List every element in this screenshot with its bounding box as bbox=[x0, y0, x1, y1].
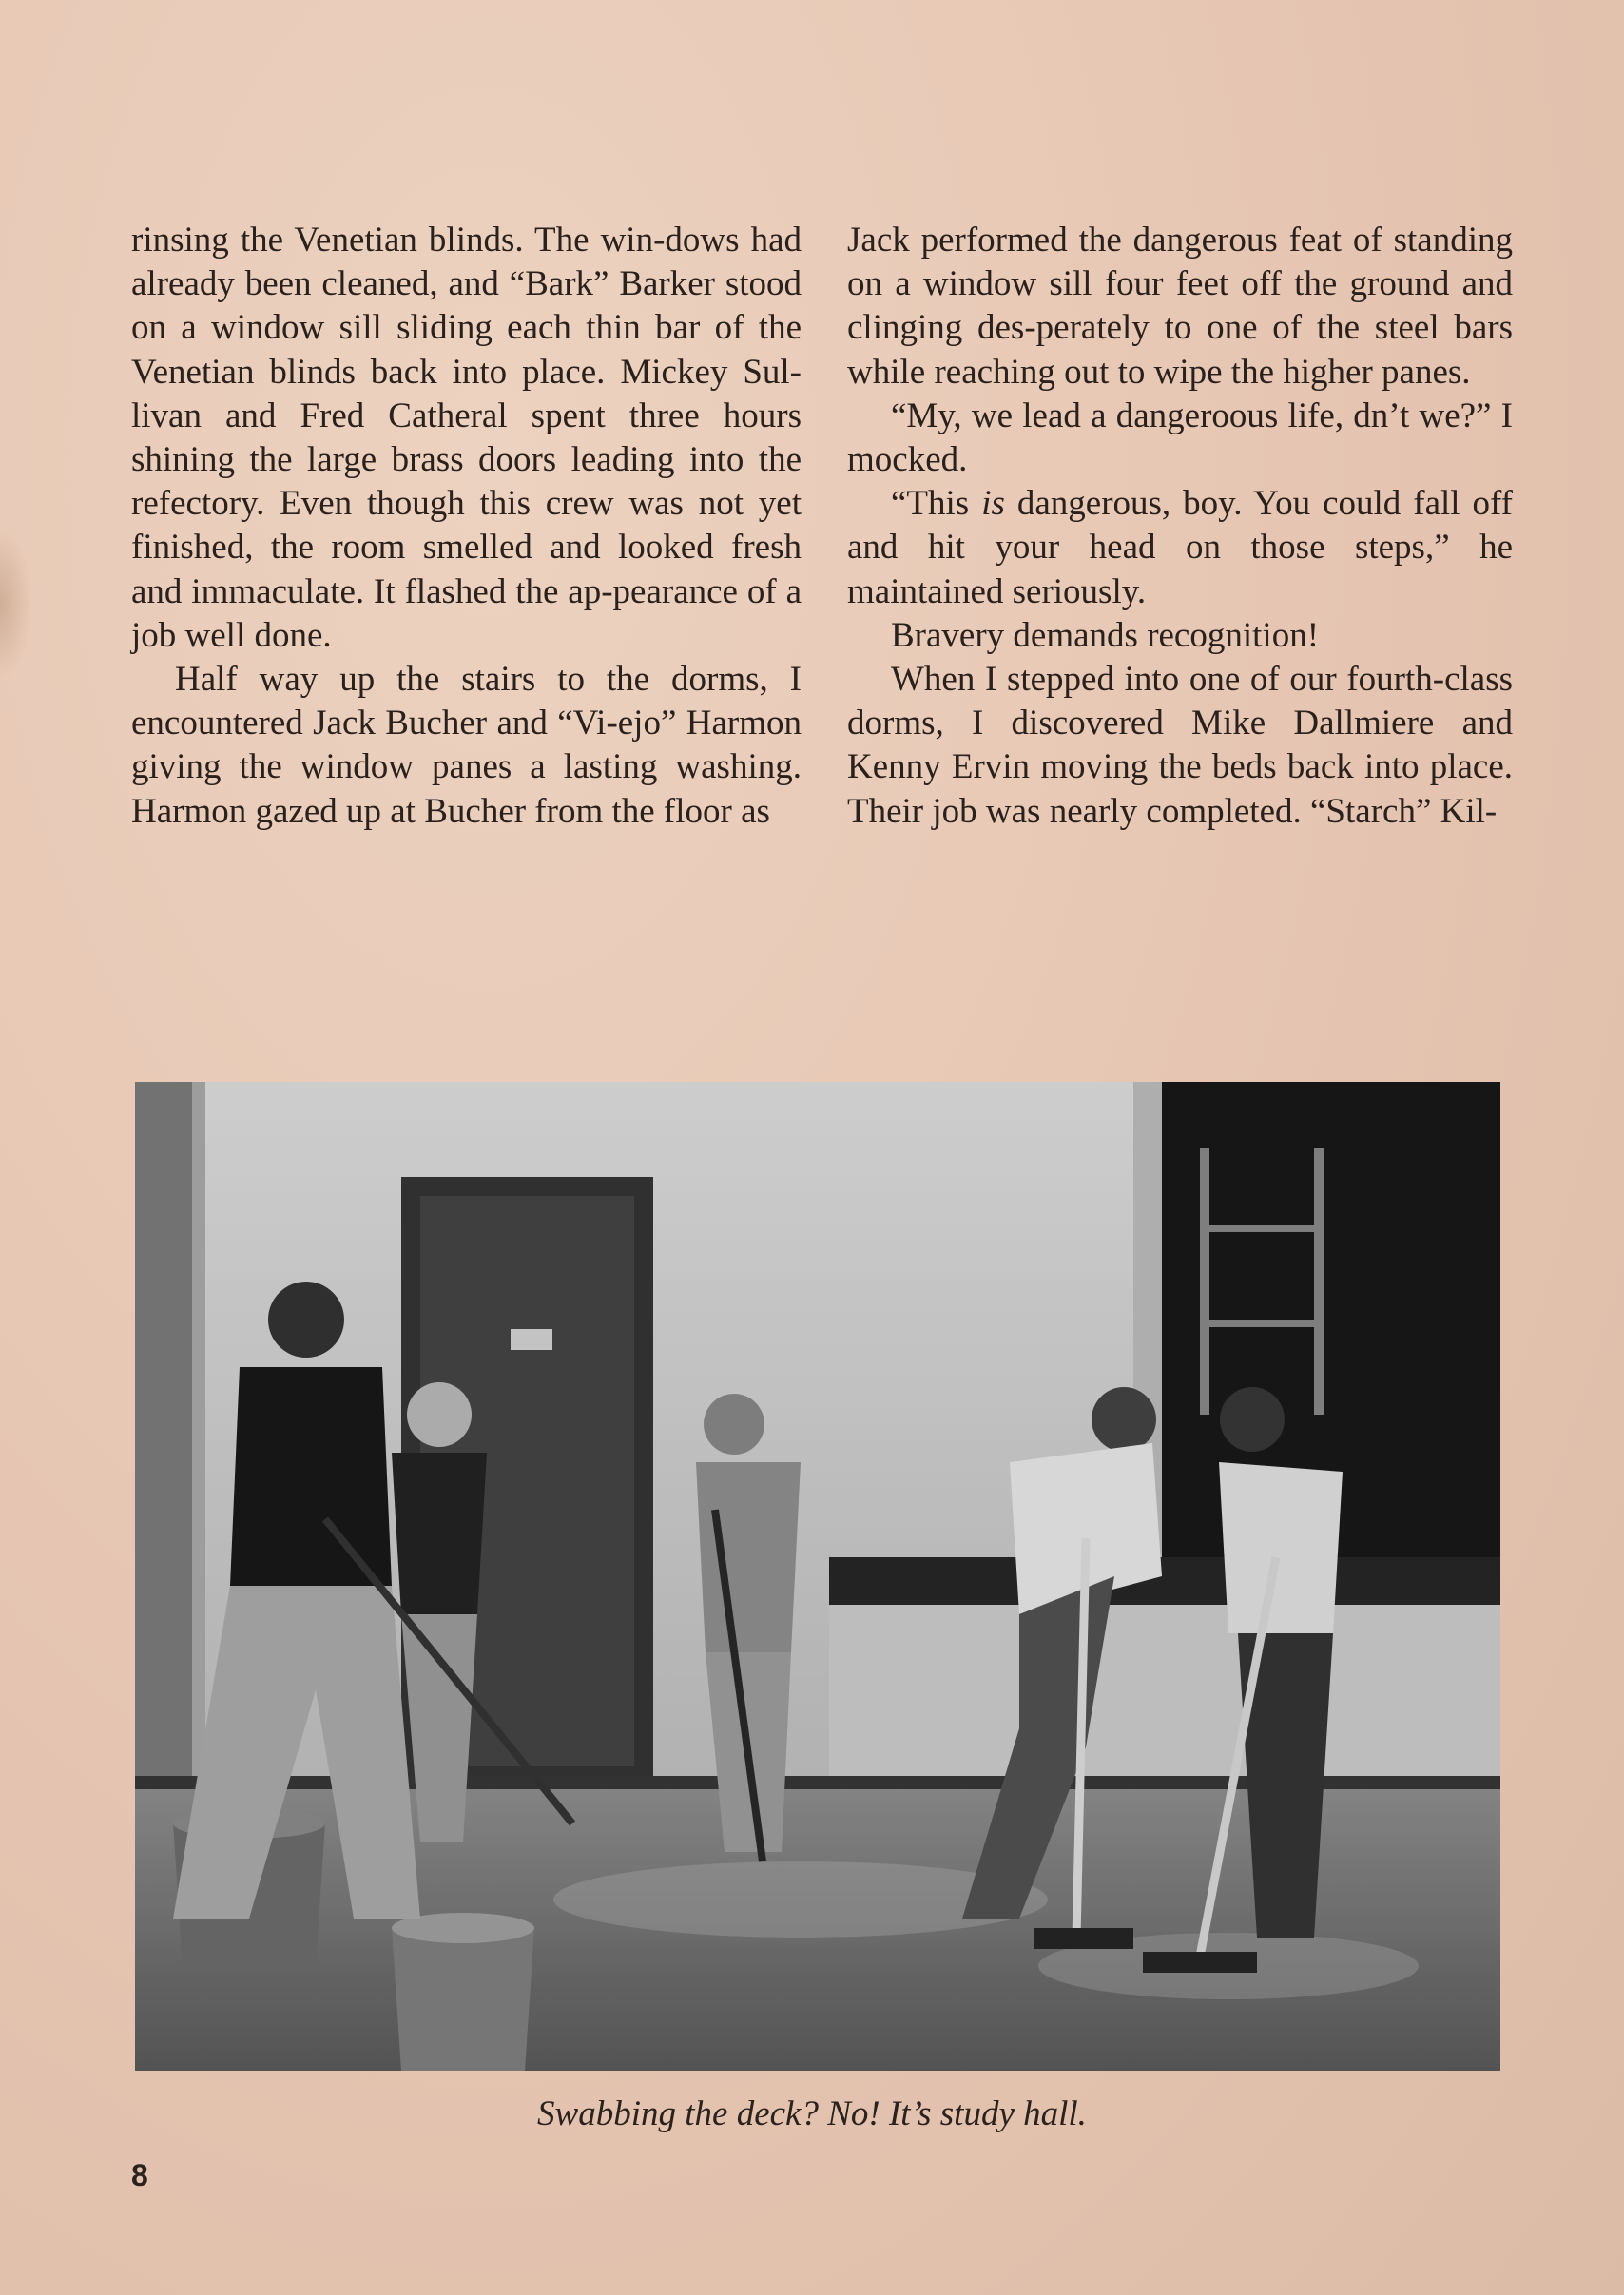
left-paragraph-2: Half way up the stairs to the dorms, I encountered Jack Bucher and “Vi-ejo” Harmon giving the window panes a lasting washing. Harmon gazed up at Bucher from the floor as bbox=[131, 660, 802, 831]
article-right-column bbox=[847, 219, 1513, 834]
right-paragraph-3-start: “This bbox=[891, 484, 982, 524]
emphasis-word: is bbox=[981, 484, 1005, 524]
right-paragraph-3 bbox=[847, 482, 1513, 614]
article-left-column bbox=[131, 219, 802, 834]
right-paragraph-1: Jack performed the dangerous feat of standing on a window sill four feet off the ground and clinging des-perately to one of the steel bars while reaching out to wipe the higher panes. bbox=[847, 221, 1513, 392]
right-paragraph-5: When I stepped into one of our fourth-class dorms, I discovered Mike Dallmiere and Kenny Ervin moving the beds back into place. Their job was nearly completed. “Starch” Kil- bbox=[847, 660, 1513, 831]
page-number: 8 bbox=[131, 2158, 148, 2192]
photo-illustration bbox=[135, 1082, 1500, 2071]
right-paragraph-3-end: dangerous, boy. You could fall off and hit your head on those steps,” he maintained seriously. bbox=[847, 484, 1513, 611]
study-hall-photo bbox=[135, 1082, 1500, 2071]
photo-caption: Swabbing the deck? No! It’s study hall. bbox=[537, 2094, 1087, 2133]
right-paragraph-4: Bravery demands recognition! bbox=[891, 615, 1320, 655]
page-stain bbox=[0, 528, 32, 680]
left-paragraph-1: rinsing the Venetian blinds. The win-dows had already been cleaned, and “Bark” Barker stood on a window sill sliding each thin bar of the Venetian blinds back into place. Mickey Sul-livan and Fred Catheral spent three hours shining the large brass doors leading into the refectory. Even though this crew was not yet finished, the room smelled and looked fresh and immaculate. It flashed the ap-pearance of a job well done. bbox=[131, 221, 802, 655]
right-paragraph-2: “My, we lead a dangeroous life, dn’t we?” I mocked. bbox=[847, 395, 1513, 480]
